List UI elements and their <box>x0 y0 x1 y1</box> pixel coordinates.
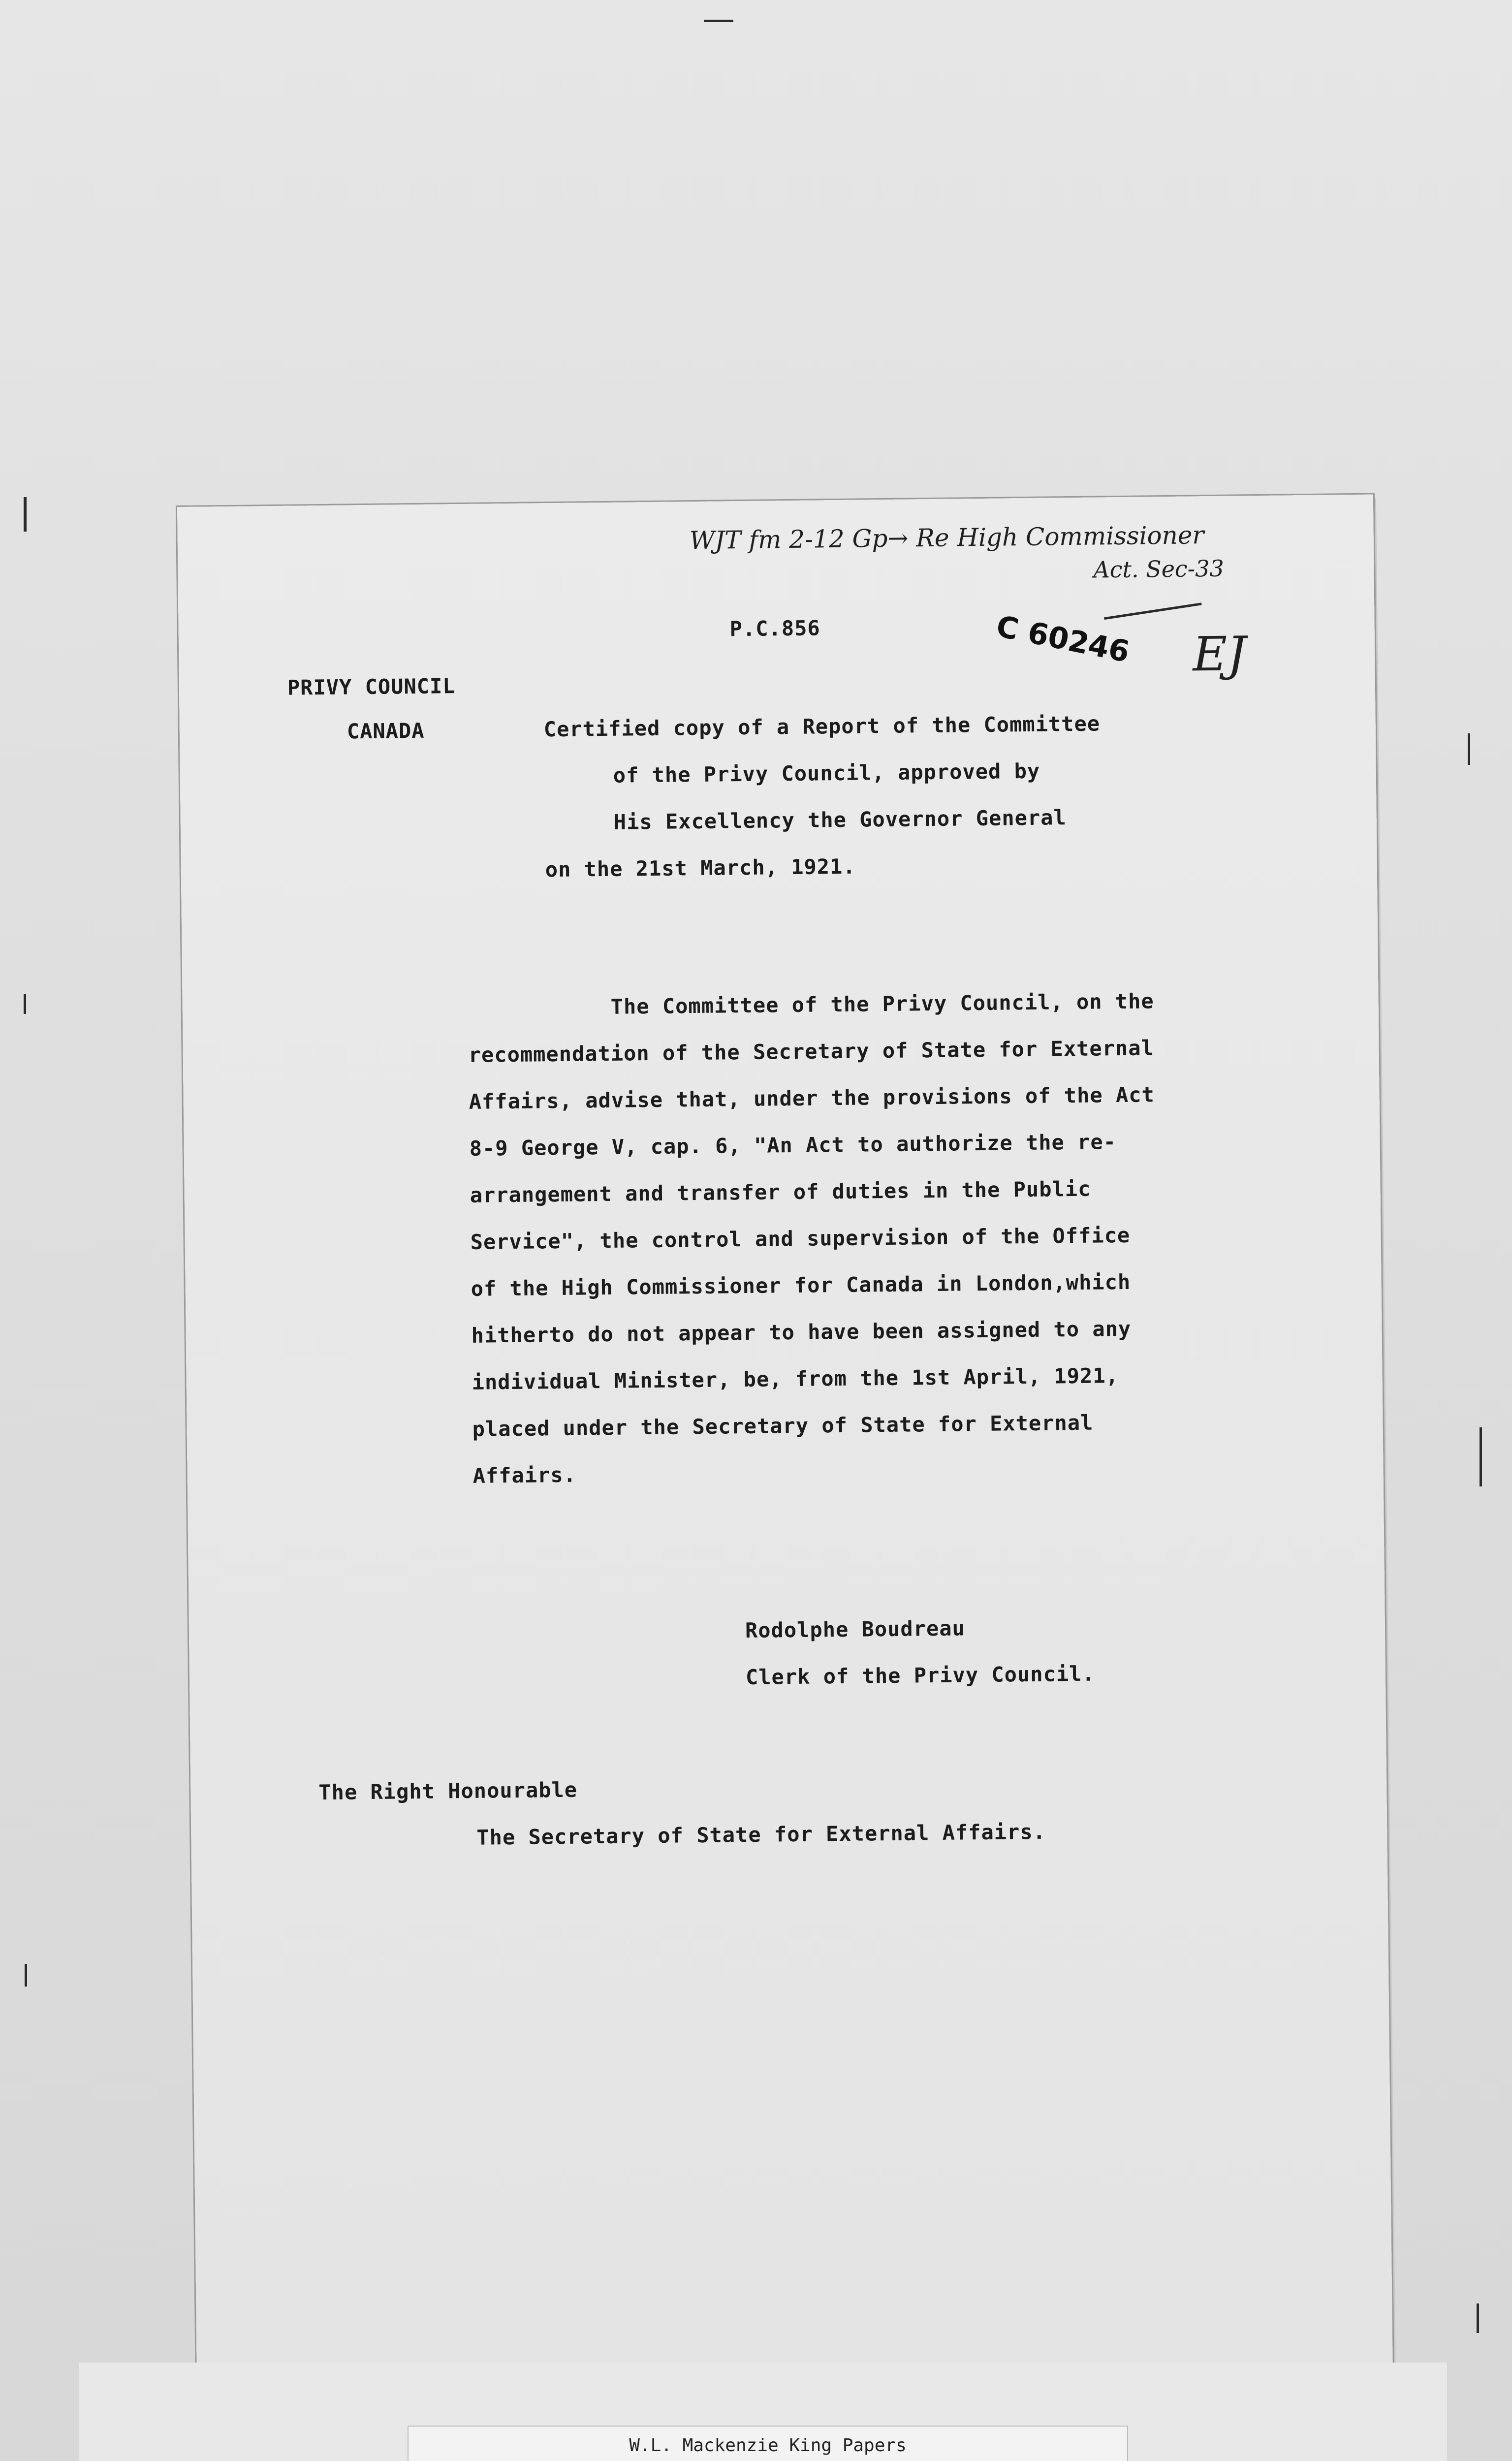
header-privy-council: PRIVY COUNCIL <box>287 674 456 700</box>
certified-line-1: Certified copy of a Report of the Committee <box>543 711 1101 742</box>
certified-line-3: His Excellency the Governor General <box>613 805 1067 834</box>
body-line-1: The Committee of the Privy Council, on the <box>610 989 1154 1019</box>
document-page <box>177 495 1393 2377</box>
signature-title: Clerk of the Privy Council. <box>745 1661 1095 1690</box>
body-line-9: individual Minister, be, from the 1st April, 1921, <box>472 1363 1119 1394</box>
edge-mark-top <box>704 20 733 22</box>
body-line-5: arrangement and transfer of duties in the Public <box>470 1176 1091 1207</box>
pc-number: P.C.856 <box>729 616 820 641</box>
body-line-8: hitherto do not appear to have been assigned to any <box>471 1316 1132 1348</box>
edge-mark-left-top <box>24 497 27 532</box>
body-line-6: Service", the control and supervision of the Office <box>470 1223 1131 1254</box>
handwritten-initials: EJ <box>1192 626 1247 682</box>
addressee-line-2: The Secretary of State for External Affairs. <box>476 1819 1046 1850</box>
body-line-2: recommendation of the Secretary of State for External <box>468 1036 1155 1067</box>
handwritten-annotation-line2: Act. Sec-33 <box>1093 555 1225 583</box>
body-line-7: of the High Commissioner for Canada in London,which <box>471 1269 1131 1301</box>
handwritten-annotation-line1: WJT fm 2-12 Gp→ Re High Commissioner <box>689 521 1204 555</box>
signature-name: Rodolphe Boudreau <box>745 1616 966 1643</box>
collection-label <box>409 2427 1127 2461</box>
body-line-4: 8-9 George V, cap. 6, "An Act to authorize the re- <box>469 1130 1117 1161</box>
stamp-number: C 60246 <box>993 609 1133 670</box>
edge-mark-left-low <box>25 1964 27 1987</box>
collection-label-line1: W.L. Mackenzie King Papers <box>629 2435 907 2456</box>
edge-mark-left-mid <box>24 994 26 1014</box>
addressee-line-1: The Right Honourable <box>318 1777 578 1805</box>
edge-mark-right-1 <box>1468 733 1470 765</box>
handwritten-underline <box>1104 602 1201 620</box>
header-canada: CANADA <box>346 718 425 744</box>
body-line-3: Affairs, advise that, under the provisions of the Act <box>469 1082 1155 1114</box>
certified-line-2: of the Privy Council, approved by <box>613 758 1040 788</box>
edge-mark-right-3 <box>1477 2303 1479 2333</box>
body-line-11: Affairs. <box>472 1462 577 1488</box>
edge-mark-right-2 <box>1480 1427 1482 1486</box>
body-line-10: placed under the Secretary of State for External <box>472 1410 1094 1441</box>
certified-line-4: on the 21st March, 1921. <box>545 854 856 882</box>
